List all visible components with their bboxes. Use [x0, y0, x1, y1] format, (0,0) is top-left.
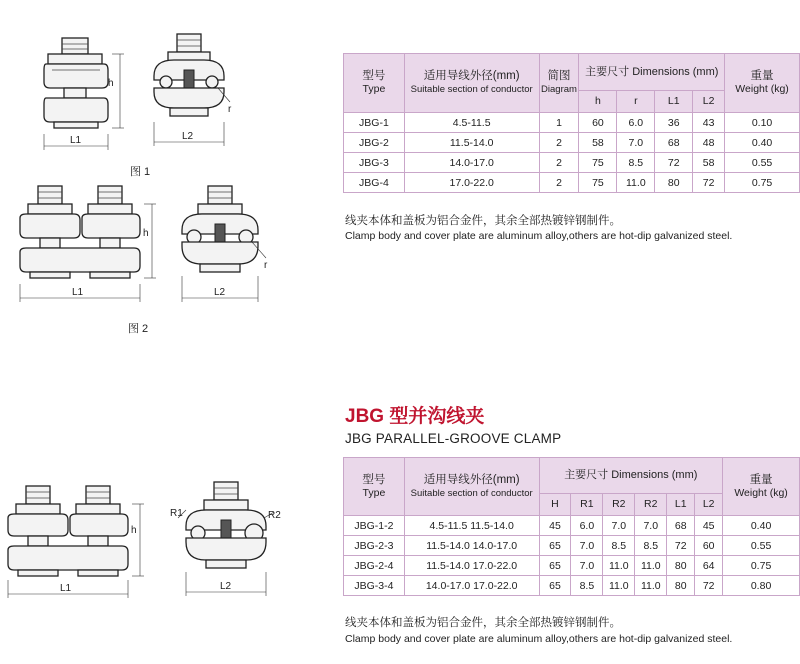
t1-cell: 1 — [539, 113, 579, 133]
fig2-front-view — [20, 186, 156, 302]
fig3-dim-h: h — [131, 525, 137, 536]
fig1-side-view — [154, 34, 232, 146]
t2-cell: 65 — [539, 576, 571, 596]
t2-header-weight-en: Weight (kg) — [734, 486, 788, 499]
t1-cell: 72 — [655, 153, 693, 173]
figure-1-drawing — [30, 30, 270, 160]
t2-header-type-en: Type — [362, 486, 386, 499]
t1-cell: 58 — [693, 153, 725, 173]
t1-cell: 2 — [539, 133, 579, 153]
t1-cell: JBG-2 — [344, 133, 405, 153]
spec-table-1 — [343, 53, 800, 193]
t1-cell: 0.40 — [725, 133, 800, 153]
table-row — [344, 173, 800, 193]
figure-2-drawing — [10, 180, 300, 315]
t1-header-section — [404, 54, 539, 113]
t1-cell: 6.0 — [617, 113, 655, 133]
table-row — [344, 113, 800, 133]
t1-cell: 2 — [539, 173, 579, 193]
note-1-en: Clamp body and cover plate are aluminum alloy,others are hot-dip galvanized steel. — [345, 230, 733, 242]
t2-cell: JBG-2-3 — [344, 536, 405, 556]
note-1-cn: 线夹本体和盖板为铝合金件，其余全部热镀锌钢制件。 — [345, 215, 621, 227]
t1-header-diagram — [539, 54, 579, 113]
t1-cell: 11.5-14.0 — [404, 133, 539, 153]
t2-cell: 80 — [667, 556, 695, 576]
t1-cell: 60 — [579, 113, 617, 133]
fig2-dim-r: r — [264, 260, 268, 271]
t1-cell: 58 — [579, 133, 617, 153]
t2-subheader-l2: L2 — [695, 494, 723, 516]
t2-cell: 0.55 — [723, 536, 800, 556]
fig3-dim-l2: L2 — [220, 581, 232, 592]
fig3-dim-l1: L1 — [60, 583, 72, 594]
t2-cell: 72 — [695, 576, 723, 596]
note-2-en: Clamp body and cover plate are aluminum alloy,others are hot-dip galvanized steel. — [345, 633, 733, 645]
t1-cell: 17.0-22.0 — [404, 173, 539, 193]
t2-cell: 45 — [539, 516, 571, 536]
t1-cell: 48 — [693, 133, 725, 153]
t1-cell: 43 — [693, 113, 725, 133]
t2-cell: 7.0 — [603, 516, 635, 536]
t1-cell: 75 — [579, 173, 617, 193]
section-2-title-cn: JBG 型并沟线夹 — [345, 406, 485, 427]
fig1-front-view — [44, 38, 124, 150]
t1-cell: 7.0 — [617, 133, 655, 153]
t1-cell: 8.5 — [617, 153, 655, 173]
t1-subheader-r: r — [617, 91, 655, 113]
t2-cell: 68 — [667, 516, 695, 536]
t2-cell: 8.5 — [571, 576, 603, 596]
t2-header-section — [404, 458, 539, 516]
fig2-side-view — [182, 186, 268, 302]
table-row — [344, 576, 800, 596]
t2-subheader-r2b: R2 — [635, 494, 667, 516]
t2-subheader-l1: L1 — [667, 494, 695, 516]
fig1-dim-h: h — [108, 78, 114, 89]
t2-cell: JBG-2-4 — [344, 556, 405, 576]
fig2-dim-l2: L2 — [214, 287, 226, 298]
spec-table-2 — [343, 457, 800, 596]
t1-header-type-en: Type — [362, 83, 386, 95]
t1-subheader-l2: L2 — [693, 91, 725, 113]
t2-header-weight-cn: 重量 — [749, 473, 773, 486]
t2-cell: JBG-1-2 — [344, 516, 405, 536]
figure-3-drawing — [0, 470, 300, 610]
note-2-cn: 线夹本体和盖板为铝合金件，其余全部热镀锌钢制件。 — [345, 617, 621, 629]
t2-cell: 8.5 — [635, 536, 667, 556]
fig1-dim-l1: L1 — [70, 135, 82, 146]
t1-header-weight-cn: 重量 — [750, 70, 774, 82]
t2-header-section-en: Suitable section of conductor — [410, 487, 533, 499]
t2-cell: 0.75 — [723, 556, 800, 576]
t2-cell: 11.0 — [635, 556, 667, 576]
t1-header-type-cn: 型号 — [362, 70, 386, 82]
t2-header-section-cn: 适用导线外径(mm) — [423, 473, 520, 486]
t2-cell: 11.0 — [635, 576, 667, 596]
t2-cell: 7.0 — [571, 536, 603, 556]
t2-cell: 11.0 — [603, 576, 635, 596]
table-row — [344, 153, 800, 173]
t2-cell: 65 — [539, 536, 571, 556]
t1-header-diagram-cn: 简图 — [547, 70, 571, 82]
t1-cell: 0.10 — [725, 113, 800, 133]
t1-cell: 72 — [693, 173, 725, 193]
t1-subheader-l1: L1 — [655, 91, 693, 113]
t2-cell: 14.0-17.0 17.0-22.0 — [404, 576, 539, 596]
t2-cell: 6.0 — [571, 516, 603, 536]
t1-header-weight — [725, 54, 800, 113]
t1-header-section-en: Suitable section of conductor — [410, 84, 533, 95]
figure-1-label: 图 1 — [130, 166, 151, 178]
fig3-dim-r1: R1 — [170, 508, 183, 519]
t1-cell: 4.5-11.5 — [404, 113, 539, 133]
section-2-title-en: JBG PARALLEL-GROOVE CLAMP — [345, 431, 562, 446]
t2-subheader-r2a: R2 — [603, 494, 635, 516]
t2-header-weight — [723, 458, 800, 516]
t1-cell: 14.0-17.0 — [404, 153, 539, 173]
t1-header-dims: 主要尺寸 Dimensions (mm) — [579, 54, 725, 91]
t2-header-type-cn: 型号 — [362, 473, 386, 486]
t2-cell: 11.5-14.0 17.0-22.0 — [404, 556, 539, 576]
table-row — [344, 516, 800, 536]
t2-cell: 80 — [667, 576, 695, 596]
t1-cell: 0.75 — [725, 173, 800, 193]
t2-cell: JBG-3-4 — [344, 576, 405, 596]
t1-cell: 2 — [539, 153, 579, 173]
fig2-dim-h: h — [143, 228, 149, 239]
t1-cell: 80 — [655, 173, 693, 193]
t1-cell: 75 — [579, 153, 617, 173]
table-row — [344, 536, 800, 556]
table-row — [344, 556, 800, 576]
table-row — [344, 133, 800, 153]
t1-cell: JBG-3 — [344, 153, 405, 173]
t2-cell: 65 — [539, 556, 571, 576]
t2-cell: 0.40 — [723, 516, 800, 536]
t2-cell: 11.5-14.0 14.0-17.0 — [404, 536, 539, 556]
t2-header-type — [344, 458, 405, 516]
t2-cell: 7.0 — [571, 556, 603, 576]
t2-cell: 60 — [695, 536, 723, 556]
t1-cell: 68 — [655, 133, 693, 153]
t1-header-diagram-en: Diagram — [541, 84, 577, 95]
t1-header-section-cn: 适用导线外径(mm) — [423, 70, 520, 82]
t1-cell: JBG-1 — [344, 113, 405, 133]
t2-subheader-h: H — [539, 494, 571, 516]
fig1-dim-r: r — [228, 104, 232, 115]
fig3-dim-r2: R2 — [268, 510, 281, 521]
t2-cell: 0.80 — [723, 576, 800, 596]
t2-subheader-r1: R1 — [571, 494, 603, 516]
fig1-dim-l2: L2 — [182, 131, 194, 142]
t1-cell: 0.55 — [725, 153, 800, 173]
t2-cell: 72 — [667, 536, 695, 556]
t1-cell: JBG-4 — [344, 173, 405, 193]
t2-cell: 45 — [695, 516, 723, 536]
t2-cell: 8.5 — [603, 536, 635, 556]
t2-cell: 4.5-11.5 11.5-14.0 — [404, 516, 539, 536]
t1-header-type — [344, 54, 405, 113]
t1-subheader-h: h — [579, 91, 617, 113]
t2-cell: 11.0 — [603, 556, 635, 576]
fig3-side-view — [170, 482, 281, 596]
t2-cell: 7.0 — [635, 516, 667, 536]
t1-cell: 11.0 — [617, 173, 655, 193]
t2-header-dims: 主要尺寸 Dimensions (mm) — [539, 458, 723, 494]
fig2-dim-l1: L1 — [72, 287, 84, 298]
t1-cell: 36 — [655, 113, 693, 133]
t2-cell: 64 — [695, 556, 723, 576]
fig3-front-view — [8, 486, 144, 598]
t1-header-weight-en: Weight (kg) — [735, 83, 789, 95]
figure-2-label: 图 2 — [128, 323, 149, 335]
